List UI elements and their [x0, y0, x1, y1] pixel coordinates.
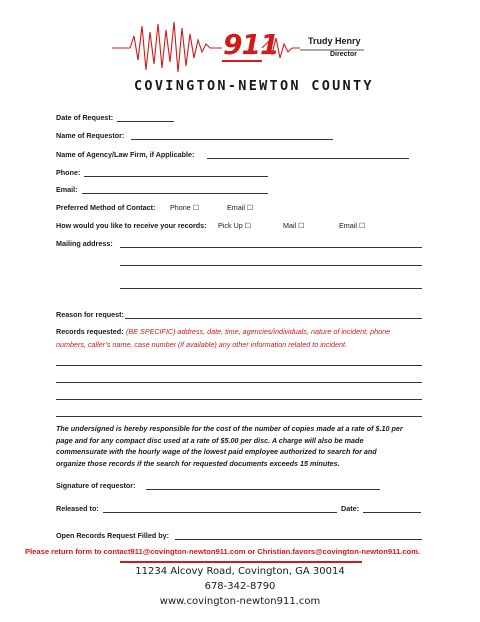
director-name: Trudy Henry: [308, 36, 361, 46]
receive-mail-checkbox[interactable]: Mail ☐: [283, 221, 305, 230]
released-to-label: Released to:: [56, 504, 99, 513]
signature-field[interactable]: [146, 489, 380, 490]
preferred-email-checkbox[interactable]: Email ☐: [227, 203, 254, 212]
cost-statement-line: commensurate with the hourly wage of the lowest paid employee authorized to search for and: [56, 447, 377, 456]
cost-statement-line: organize those records if the search for requested documents exceeds 15 minutes.: [56, 458, 340, 468]
filled-by-field[interactable]: [175, 539, 422, 540]
cost-statement-line: The undersigned is hereby responsible for the cost of the number of copies made at a rate of $.10 per: [56, 424, 403, 433]
date-request-label: Date of Request:: [56, 113, 114, 122]
preferred-method-label: Preferred Method of Contact:: [56, 203, 156, 212]
release-date-field[interactable]: [363, 512, 421, 513]
records-field-1[interactable]: [56, 365, 422, 366]
county-name: COVINGTON-NEWTON COUNTY: [134, 78, 374, 94]
records-hint-line-2: numbers, caller’s name, case number (if available) any other information related to incident.: [56, 340, 347, 349]
email-field[interactable]: [82, 193, 268, 194]
cost-statement-line: page and for any compact disc used at a rate of $5.00 per disc. A charge will also be made: [56, 435, 364, 445]
footer-address: 11234 Alcovy Road, Covington, GA 30014: [135, 566, 345, 577]
mailing-address-label: Mailing address:: [56, 239, 113, 248]
records-requested-label: Records requested:: [56, 327, 124, 336]
footer-phone: 678-342-8790: [204, 581, 276, 592]
receive-pickup-checkbox[interactable]: Pick Up ☐: [218, 221, 252, 230]
released-to-field[interactable]: [103, 512, 337, 513]
receive-records-label: How would you like to receive your records:: [56, 221, 207, 230]
phone-field[interactable]: [84, 176, 268, 177]
signature-label: Signature of requestor:: [56, 481, 136, 490]
reason-field[interactable]: [125, 318, 422, 319]
mailing-address-field-2[interactable]: [120, 265, 422, 266]
footer-divider: [120, 561, 362, 563]
requestor-label: Name of Requestor:: [56, 131, 125, 140]
reason-label: Reason for request:: [56, 310, 124, 319]
footer-website[interactable]: www.covington-newton911.com: [159, 596, 321, 607]
records-hint-line-1: (BE SPECIFIC) address, date, time, agencies/individuals, nature of incident, phone: [126, 327, 391, 336]
receive-email-checkbox[interactable]: Email ☐: [339, 221, 366, 230]
records-field-2[interactable]: [56, 382, 422, 383]
phone-label: Phone:: [56, 168, 81, 177]
records-field-4[interactable]: [56, 416, 422, 417]
director-title: Director: [330, 51, 357, 58]
mailing-address-field-3[interactable]: [120, 288, 422, 289]
agency-label: Name of Agency/Law Firm, if Applicable:: [56, 150, 195, 159]
mailing-address-field-1[interactable]: [120, 247, 422, 248]
agency-field[interactable]: [207, 158, 409, 159]
logo-911-text: 911: [223, 28, 279, 61]
requestor-field[interactable]: [131, 139, 333, 140]
preferred-phone-checkbox[interactable]: Phone ☐: [170, 203, 200, 212]
filled-by-label: Open Records Request Filled by:: [56, 531, 170, 540]
return-notice: Please return form to contact911@covington-newton911.com or Christian.favors@covington-newton911.com.: [25, 547, 420, 556]
records-field-3[interactable]: [56, 399, 422, 400]
cost-statement: [56, 423, 436, 469]
email-label: Email:: [56, 185, 78, 194]
heartbeat-line-icon: [112, 22, 222, 72]
release-date-label: Date:: [341, 504, 359, 513]
date-request-field[interactable]: [117, 121, 174, 122]
